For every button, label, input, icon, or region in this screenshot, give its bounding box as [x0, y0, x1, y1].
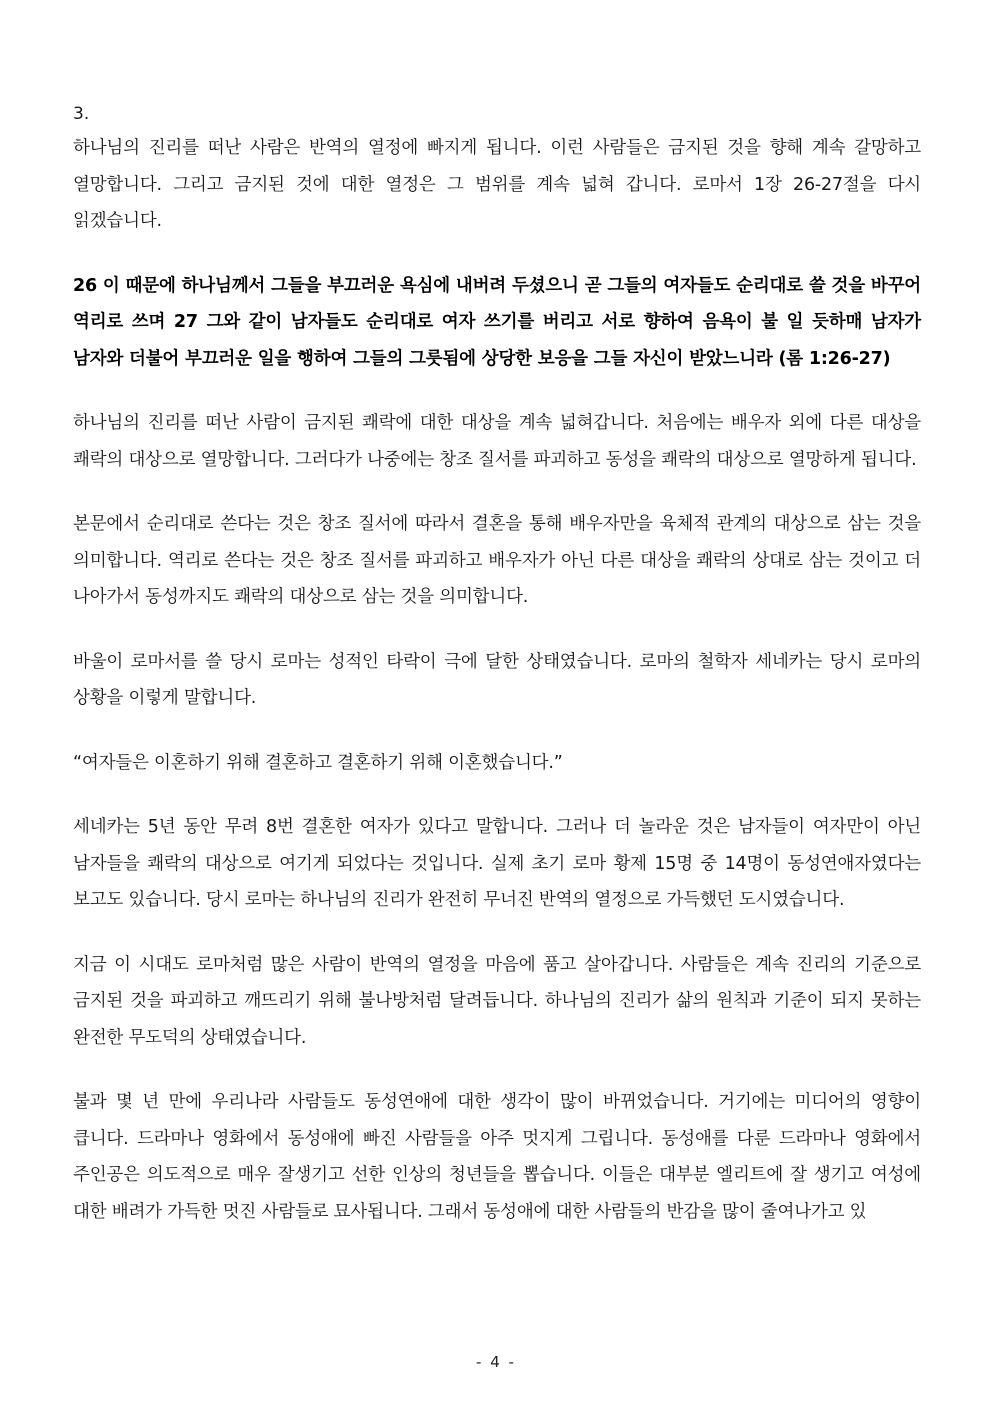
paragraph-forbidden-pleasure: 하나님의 진리를 떠난 사람이 금지된 쾌락에 대한 대상을 계속 넓혀갑니다. 처음에는 배우자 외에 다른 대상을 쾌락의 대상으로 열망합니다. 그러다가 나중에는 창조 질서를 파괴하고 동성을 쾌락의 대상으로 열망하게 됩니다.: [73, 413, 921, 470]
paragraph-media: 불과 몇 년 만에 우리나라 사람들도 동성연애에 대한 생각이 많이 바뀌었습니다. 거기에는 미디어의 영향이 큽니다. 드라마나 영화에서 동성애에 빠진 사람들을 아주 멋지게 그립니다. 동성애를 다룬 드라마나 영화에서 주인공은 의도적으로 매우 잘생기고 선한 인상의 청년들을 뽑습니다. 이들은 대부분 엘리트에 잘 생기고 여성에 대한 배려가 가득한 멋진 사람들로 묘사됩니다. 그래서 동성애에 대한 사람들의 반감을 많이 줄여나가고 있: [73, 1092, 921, 1222]
seneca-quote: “여자들은 이혼하기 위해 결혼하고 결혼하기 위해 이혼했습니다.”: [73, 752, 563, 773]
paragraph-seneca: 세네카는 5년 동안 무려 8번 결혼한 여자가 있다고 말합니다. 그러나 더 놀라운 것은 남자들이 여자만이 아닌 남자들을 쾌락의 대상으로 여기게 되었다는 것입니다. 실제 초기 로마 황제 15명 중 14명이 동성연애자였다는 보고도 있습니다. 당시 로마는 하나님의 진리가 완전히 무너진 반역의 열정으로 가득했던 도시였습니다.: [73, 817, 921, 910]
page-number: - 4 -: [476, 1353, 516, 1371]
paragraph-rome-context: 바울이 로마서를 쓸 당시 로마는 성적인 타락이 극에 달한 상태였습니다. 로마의 철학자 세네카는 당시 로마의 상황을 이렇게 말합니다.: [73, 651, 921, 708]
scripture-quote: 26 이 때문에 하나님께서 그들을 부끄러운 욕심에 내버려 두셨으니 곧 그들의 여자들도 순리대로 쓸 것을 바꾸어 역리로 쓰며 27 그와 같이 남자들도 순리대로 여자 쓰기를 버리고 서로 향하여 음욕이 불 일 듯하매 남자가 남자와 더불어 부끄러운 일을 행하여 그들의 그릇됨에 상당한 보응을 그들 자신이 받았느니라 (롬 1:26-27): [73, 275, 921, 369]
document-page: [73, 98, 921, 1230]
paragraph-this-age: 지금 이 시대도 로마처럼 많은 사람이 반역의 열정을 마음에 품고 살아갑니다. 사람들은 계속 진리의 기준으로 금지된 것을 파괴하고 깨뜨리기 위해 불나방처럼 달려듭니다. 하나님의 진리가 삶의 원칙과 기준이 되지 못하는 완전한 무도덕의 상태였습니다.: [73, 954, 921, 1048]
paragraph-intro: 하나님의 진리를 떠난 사람은 반역의 열정에 빠지게 됩니다. 이런 사람들은 금지된 것을 향해 계속 갈망하고 열망합니다. 그리고 금지된 것에 대한 열정은 그 범위를 계속 넓혀 갑니다. 로마서 1장 26-27절을 다시 읽겠습니다.: [73, 138, 921, 231]
paragraph-natural-use: 본문에서 순리대로 쓴다는 것은 창조 질서에 따라서 결혼을 통해 배우자만을 육체적 관계의 대상으로 삼는 것을 의미합니다. 역리로 쓴다는 것은 창조 질서를 파괴하고 배우자가 아닌 다른 대상을 쾌락의 상대로 삼는 것이고 더 나아가서 동성까지도 쾌락의 대상으로 삼는 것을 의미합니다.: [73, 514, 921, 607]
section-number: 3.: [73, 104, 90, 124]
